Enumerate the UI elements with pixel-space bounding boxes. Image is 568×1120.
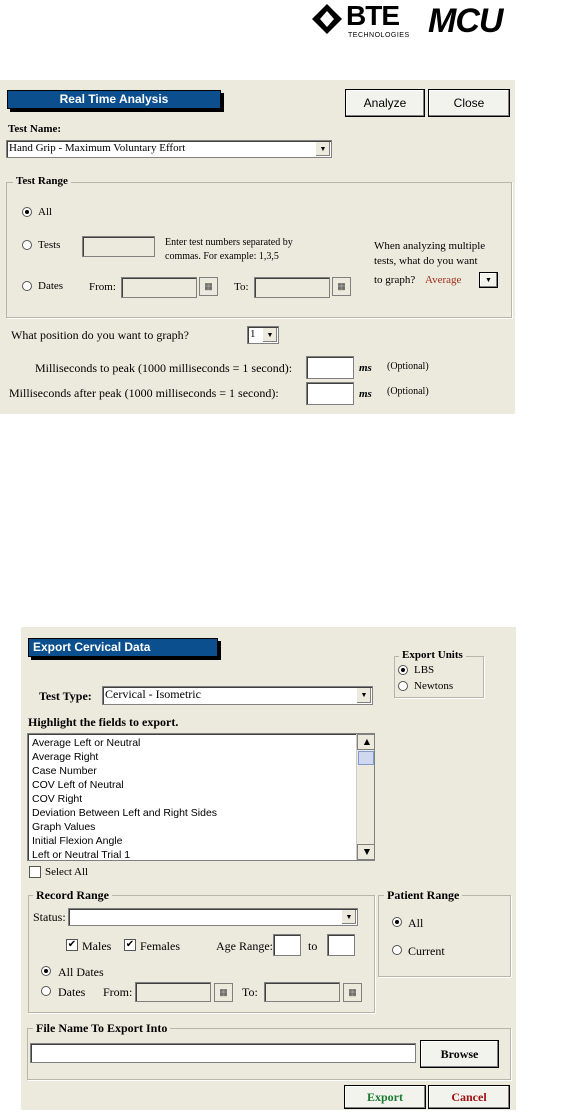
range-all-radio[interactable] [22,207,32,217]
ms-after-peak-unit: ms [359,388,372,400]
list-item[interactable]: Deviation Between Left and Right Sides [32,807,218,819]
bte-logo [312,2,424,42]
all-dates-label: All Dates [58,965,104,979]
from-label: From: [89,281,116,293]
range-dates-radio[interactable] [22,281,32,291]
position-select[interactable] [247,326,279,344]
bte-logo-subtext: TECHNOLOGIES [348,32,410,39]
ms-after-peak-input[interactable] [306,382,354,405]
from-date-input[interactable] [121,277,197,298]
ecd-title: Export Cervical Data [28,638,218,657]
analyze-button-label: Analyze [363,96,407,110]
test-name-value: Hand Grip - Maximum Voluntary Effort [9,142,186,154]
ms-to-peak-input[interactable] [306,356,354,379]
calendar-icon[interactable]: ▦ [214,983,233,1002]
chevron-down-icon[interactable]: ▼ [356,688,371,703]
bte-diamond-icon [312,4,342,34]
close-button[interactable] [428,89,510,117]
test-name-select[interactable] [6,140,332,158]
ms-to-peak-optional: (Optional) [387,361,429,372]
chevron-down-icon[interactable]: ▼ [341,910,356,924]
status-select[interactable] [68,908,358,926]
scrollbar-thumb[interactable] [358,751,374,765]
list-item[interactable]: Initial Flexion Angle [32,835,123,847]
males-checkbox[interactable]: ✔ [67,939,77,950]
fields-list[interactable] [27,733,375,861]
graph-mode-value: Average [425,274,462,286]
test-type-value: Cervical - Isometric [105,687,201,701]
multi-tests-line3: to graph? [374,274,416,286]
unit-newtons-label: Newtons [414,680,454,692]
to-label: To: [234,281,249,293]
patient-range-label: Patient Range [384,888,462,903]
dates-radio[interactable] [41,986,51,996]
position-label: What position do you want to graph? [11,328,189,342]
range-dates-label: Dates [38,280,64,292]
test-name-label: Test Name: [8,123,62,135]
age-to-input[interactable] [327,934,355,956]
list-item[interactable]: COV Left of Neutral [32,779,124,791]
file-name-label: File Name To Export Into [33,1021,170,1036]
calendar-icon[interactable]: ▦ [199,277,218,296]
age-range-label: Age Range: [216,939,273,953]
unit-newtons-radio[interactable] [398,681,408,691]
to-label: To: [242,985,258,999]
select-all-checkbox[interactable] [29,866,41,878]
bte-logo-text: BTE [346,0,399,31]
file-name-input[interactable] [30,1043,416,1063]
list-item[interactable]: Average Right [32,751,99,763]
patient-all-label: All [408,916,424,930]
ms-after-peak-optional: (Optional) [387,386,429,397]
females-checkbox[interactable]: ✔ [125,939,135,950]
browse-button[interactable] [420,1040,499,1068]
tests-input[interactable] [82,236,155,257]
to-date-input[interactable] [264,982,340,1002]
to-date-input[interactable] [254,277,330,298]
list-item[interactable]: Left or Neutral Trial 1 [32,849,131,861]
multi-tests-line1: When analyzing multiple [374,240,486,252]
patient-current-label: Current [408,944,445,958]
ms-to-peak-unit: ms [359,362,372,374]
real-time-analysis-dialog [0,80,515,414]
list-item[interactable]: Average Left or Neutral [32,737,141,749]
unit-lbs-label: LBS [414,664,435,676]
graph-mode-dropdown-button[interactable]: ▼ [479,272,498,288]
cancel-button[interactable] [428,1085,510,1109]
position-value: 1 [250,328,256,340]
ms-to-peak-label: Milliseconds to peak (1000 milliseconds = 1 second): [35,361,293,375]
patient-current-radio[interactable] [392,945,402,955]
tests-hint-line2: commas. For example: 1,3,5 [165,251,279,262]
export-units-label: Export Units [399,649,466,661]
patient-range-group [378,895,511,977]
multi-tests-line2: tests, what do you want [374,255,478,267]
calendar-icon[interactable]: ▦ [343,983,362,1002]
select-all-label: Select All [45,866,89,878]
females-label: Females [140,939,180,953]
chevron-down-icon[interactable]: ▼ [315,142,330,156]
analyze-button[interactable] [345,89,425,117]
close-button-label: Close [453,96,485,110]
patient-all-radio[interactable] [392,917,402,927]
males-label: Males [82,939,112,953]
mcu-logo: MCU [428,2,503,40]
export-button[interactable] [344,1085,426,1109]
unit-lbs-radio[interactable] [398,665,408,675]
all-dates-radio[interactable] [41,966,51,976]
cancel-button-label: Cancel [451,1089,487,1104]
record-range-label: Record Range [33,888,112,903]
calendar-icon[interactable]: ▦ [332,277,351,296]
list-item[interactable]: COV Right [32,793,83,805]
fields-label: Highlight the fields to export. [28,715,179,729]
browse-button-label: Browse [440,1046,479,1061]
chevron-up-icon[interactable]: ▲ [357,734,375,750]
age-to-label: to [308,939,318,953]
test-type-select[interactable] [102,686,373,705]
list-item[interactable]: Case Number [32,765,97,777]
status-label: Status: [33,910,66,924]
rta-title: Real Time Analysis [7,90,221,109]
range-tests-radio[interactable] [22,240,32,250]
range-all-label: All [38,206,53,218]
fields-list-items [28,734,374,861]
ms-after-peak-label: Milliseconds after peak (1000 milliseconds = 1 second): [9,386,279,400]
list-item[interactable]: Graph Values [32,821,96,833]
fields-scrollbar[interactable] [356,734,374,860]
test-range-label: Test Range [13,175,71,187]
export-cervical-data-dialog [21,627,516,1110]
dates-label: Dates [58,985,86,999]
age-from-input[interactable] [273,934,301,956]
tests-hint-line1: Enter test numbers separated by [165,237,293,248]
export-button-label: Export [367,1089,403,1104]
chevron-down-icon[interactable]: ▼ [262,328,277,342]
range-tests-label: Tests [38,239,61,251]
chevron-down-icon[interactable]: ▼ [357,844,375,860]
from-label: From: [103,985,133,999]
from-date-input[interactable] [135,982,211,1002]
test-type-label: Test Type: [39,689,92,703]
